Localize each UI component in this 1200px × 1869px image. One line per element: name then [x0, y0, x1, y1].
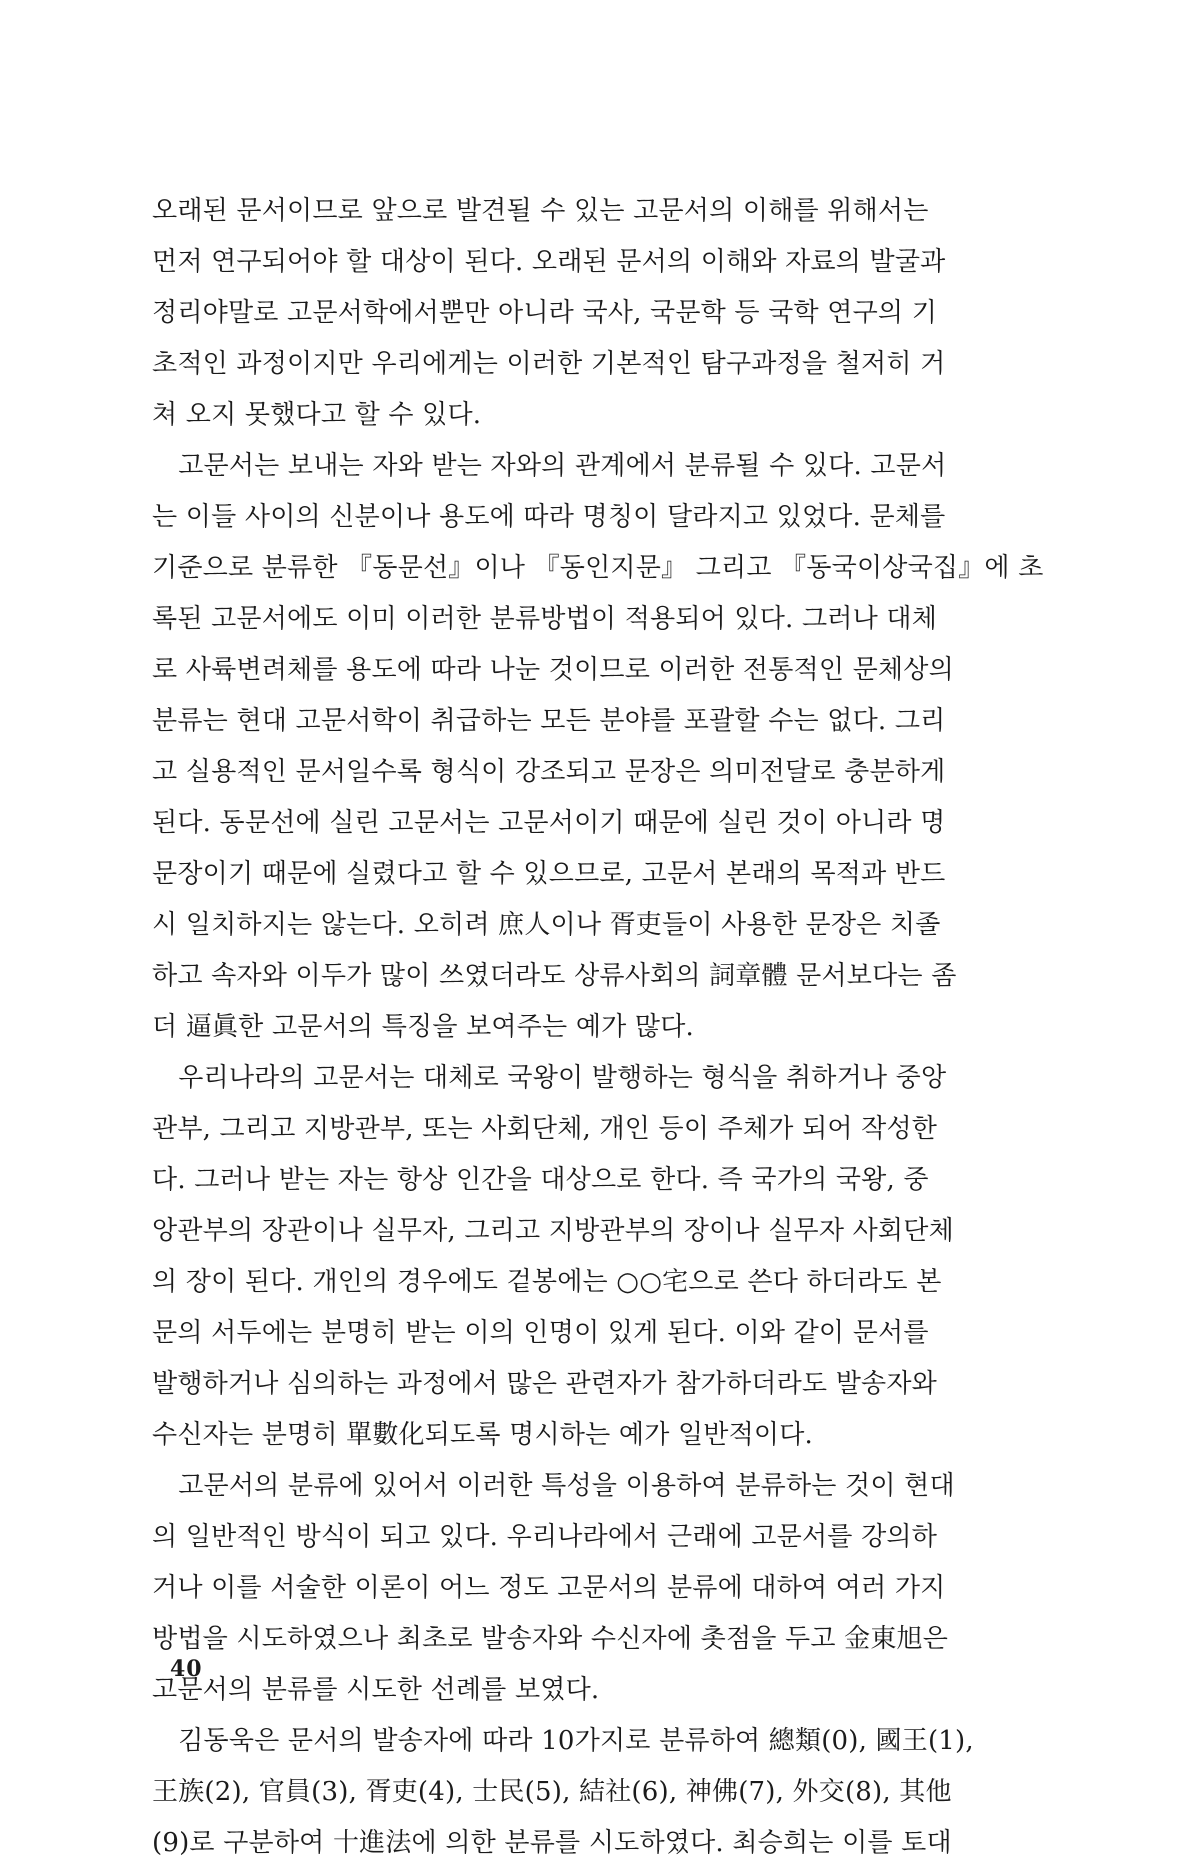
text-line: (9)로 구분하여 十進法에 의한 분류를 시도하였다. 최승희는 이를 토대: [152, 1828, 952, 1858]
text-line: 王族(2), 官員(3), 胥吏(4), 士民(5), 結社(6), 神佛(7), 外交(8), 其他: [152, 1777, 952, 1807]
text-line: 의 일반적인 방식이 되고 있다. 우리나라에서 근래에 고문서를 강의하: [152, 1522, 938, 1552]
text-line: 앙관부의 장관이나 실무자, 그리고 지방관부의 장이나 실무자 사회단체: [152, 1216, 954, 1246]
text-line: 문장이기 때문에 실렸다고 할 수 있으므로, 고문서 본래의 목적과 반드: [152, 859, 946, 889]
body-text: [152, 186, 1048, 1869]
text-line: 기준으로 분류한 『동문선』이나 『동인지문』 그리고 『동국이상국집』에 초: [152, 553, 1044, 583]
text-line: 정리야말로 고문서학에서뿐만 아니라 국사, 국문학 등 국학 연구의 기: [152, 298, 938, 328]
text-line: 먼저 연구되어야 할 대상이 된다. 오래된 문서의 이해와 자료의 발굴과: [152, 247, 946, 277]
text-line: 더 逼眞한 고문서의 특징을 보여주는 예가 많다.: [152, 1012, 695, 1042]
text-line: 수신자는 분명히 單數化되도록 명시하는 예가 일반적이다.: [152, 1420, 814, 1450]
page-number: 40: [170, 1656, 203, 1682]
text-line: 거나 이를 서술한 이론이 어느 정도 고문서의 분류에 대하여 여러 가지: [152, 1573, 946, 1603]
text-line: 의 장이 된다. 개인의 경우에도 겉봉에는 ○○宅으로 쓴다 하더라도 본: [152, 1267, 942, 1297]
text-line: 하고 속자와 이두가 많이 쓰였더라도 상류사회의 詞章體 문서보다는 좀: [152, 961, 957, 991]
text-line: 고문서는 보내는 자와 받는 자와의 관계에서 분류될 수 있다. 고문서: [152, 451, 947, 481]
text-line: 초적인 과정이지만 우리에게는 이러한 기본적인 탐구과정을 철저히 거: [152, 349, 946, 379]
text-line: 김동욱은 문서의 발송자에 따라 10가지로 분류하여 總類(0), 國王(1),: [152, 1726, 974, 1756]
text-line: 다. 그러나 받는 자는 항상 인간을 대상으로 한다. 즉 국가의 국왕, 중: [152, 1165, 929, 1195]
text-line: 방법을 시도하였으나 최초로 발송자와 수신자에 촛점을 두고 金東旭은: [152, 1624, 949, 1654]
text-line: 분류는 현대 고문서학이 취급하는 모든 분야를 포괄할 수는 없다. 그리: [152, 706, 946, 736]
text-line: 고문서의 분류에 있어서 이러한 특성을 이용하여 분류하는 것이 현대: [152, 1471, 955, 1501]
text-line: 록된 고문서에도 이미 이러한 분류방법이 적용되어 있다. 그러나 대체: [152, 604, 938, 634]
text-line: 고문서의 분류를 시도한 선례를 보였다.: [152, 1675, 600, 1705]
text-line: 문의 서두에는 분명히 받는 이의 인명이 있게 된다. 이와 같이 문서를: [152, 1318, 929, 1348]
text-line: 오래된 문서이므로 앞으로 발견될 수 있는 고문서의 이해를 위해서는: [152, 196, 929, 226]
text-line: 관부, 그리고 지방관부, 또는 사회단체, 개인 등이 주체가 되어 작성한: [152, 1114, 938, 1144]
text-line: 고 실용적인 문서일수록 형식이 강조되고 문장은 의미전달로 충분하게: [152, 757, 946, 787]
text-line: 쳐 오지 못했다고 할 수 있다.: [152, 400, 482, 430]
text-line: 발행하거나 심의하는 과정에서 많은 관련자가 참가하더라도 발송자와: [152, 1369, 937, 1399]
text-line: 된다. 동문선에 실린 고문서는 고문서이기 때문에 실린 것이 아니라 명: [152, 808, 946, 838]
text-line: 우리나라의 고문서는 대체로 국왕이 발행하는 형식을 취하거나 중앙: [152, 1063, 947, 1093]
text-line: 시 일치하지는 않는다. 오히려 庶人이나 胥吏들이 사용한 문장은 치졸: [152, 910, 941, 940]
text-line: 로 사륙변려체를 용도에 따라 나눈 것이므로 이러한 전통적인 문체상의: [152, 655, 954, 685]
text-line: 는 이들 사이의 신분이나 용도에 따라 명칭이 달라지고 있었다. 문체를: [152, 502, 946, 532]
